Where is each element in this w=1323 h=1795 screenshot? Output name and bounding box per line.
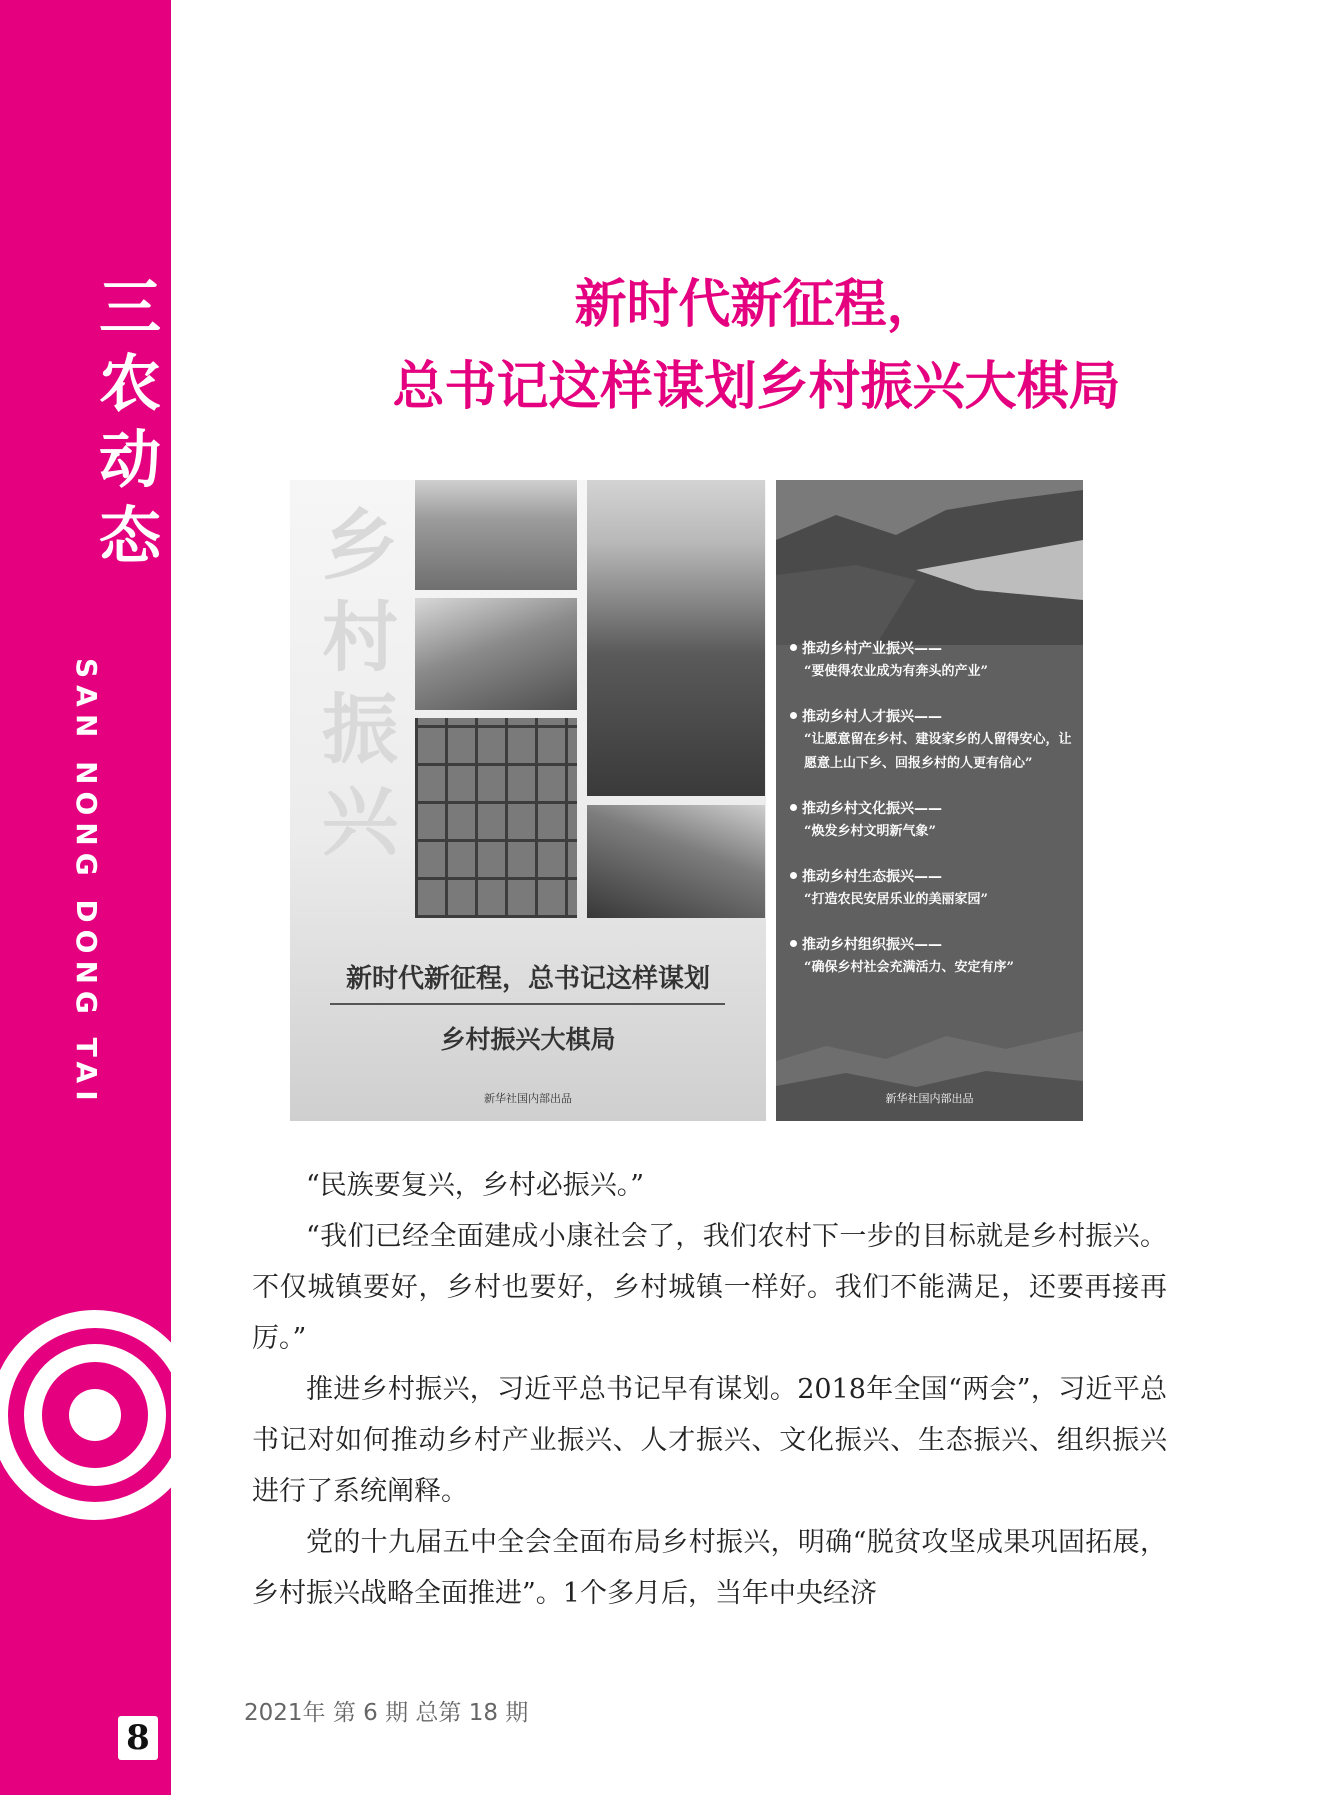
bullet-head: 推动乡村组织振兴—— <box>802 937 942 953</box>
bullet-text: “焕发乡村文明新气象” <box>804 824 936 839</box>
river-landscape-photo <box>776 480 1083 645</box>
section-char: 三 <box>98 271 161 344</box>
concentric-rings-icon <box>0 1300 171 1530</box>
paragraph: “民族要复兴，乡村必振兴。” <box>306 1170 645 1201</box>
bullet-item <box>790 866 1075 912</box>
aerial-farmland-photo <box>415 480 577 590</box>
article-body <box>252 1160 1167 1619</box>
paragraph: 推进乡村振兴，习近平总书记早有谋划。2018年全国“两会”，习近平总书记对如何推动乡村产业振兴、人才振兴、文化振兴、生态振兴、组织振兴进行了系统阐释。 <box>252 1374 1167 1507</box>
section-char: 态 <box>98 499 161 572</box>
poster-publisher: 新华社国内部出品 <box>885 1092 974 1105</box>
fruit-crates-photo <box>415 718 577 918</box>
paragraph: “我们已经全面建成小康社会了，我们农村下一步的目标就是乡村振兴。不仅城镇要好，乡村也要好，乡村城镇一样好。我们不能满足，还要再接再厉。” <box>252 1221 1167 1354</box>
crop-field-photo <box>587 480 765 796</box>
poster-title-line2: 乡村振兴大棋局 <box>440 1025 616 1054</box>
bullet-item <box>790 934 1075 980</box>
article-title-line2: 总书记这样谋划乡村振兴大棋局 <box>392 356 1121 417</box>
bullet-head: 推动乡村人才振兴—— <box>802 709 942 725</box>
poster-publisher: 新华社国内部出品 <box>484 1092 572 1105</box>
article-title-line1: 新时代新征程， <box>574 274 939 335</box>
issue-info: 2021年 第 6 期 总第 18 期 <box>244 1700 529 1726</box>
bullet-list <box>790 638 1075 1002</box>
poster-rural-revitalization <box>290 480 766 1121</box>
bullet-dot-icon <box>790 712 797 719</box>
ghost-char: 振 <box>322 685 398 774</box>
paragraph: 党的十九届五中全会全面布局乡村振兴，明确“脱贫攻坚成果巩固拓展，乡村振兴战略全面推进”。1个多月后，当年中央经济 <box>252 1527 1167 1609</box>
page-number: 8 <box>118 1716 158 1760</box>
bullet-text: “让愿意留在乡村、建设家乡的人留得安心，让愿意上山下乡、回报乡村的人更有信心” <box>804 732 1072 771</box>
bullet-text: “确保乡村社会充满活力、安定有序” <box>804 960 1014 975</box>
section-title-cn <box>88 270 171 574</box>
section-sidebar <box>0 0 171 1795</box>
ghost-char: 兴 <box>322 777 398 866</box>
section-char: 动 <box>98 423 161 496</box>
bullet-dot-icon <box>790 644 797 651</box>
bullet-dot-icon <box>790 804 797 811</box>
poster-divider <box>330 1003 725 1005</box>
bullet-dot-icon <box>790 872 797 879</box>
workers-packing-photo <box>415 598 577 710</box>
bullet-item <box>790 798 1075 844</box>
bullet-head: 推动乡村产业振兴—— <box>802 641 942 657</box>
bullet-dot-icon <box>790 940 797 947</box>
greenhouse-photo <box>587 805 765 918</box>
bullet-text: “打造农民安居乐业的美丽家园” <box>804 892 988 907</box>
bullet-head: 推动乡村文化振兴—— <box>802 801 942 817</box>
poster-five-revitalizations <box>776 480 1083 1121</box>
bullet-item <box>790 706 1075 776</box>
bullet-text: “要使得农业成为有奔头的产业” <box>804 664 988 679</box>
bullet-head: 推动乡村生态振兴—— <box>802 869 942 885</box>
section-title-en: SAN NONG DONG TAI <box>70 658 103 1108</box>
poster-title-line1: 新时代新征程，总书记这样谋划 <box>345 964 710 994</box>
section-char: 农 <box>98 347 161 420</box>
poster-ghost-text <box>320 500 400 868</box>
ghost-char: 乡 <box>322 501 398 590</box>
ghost-char: 村 <box>322 593 398 682</box>
bullet-item <box>790 638 1075 684</box>
